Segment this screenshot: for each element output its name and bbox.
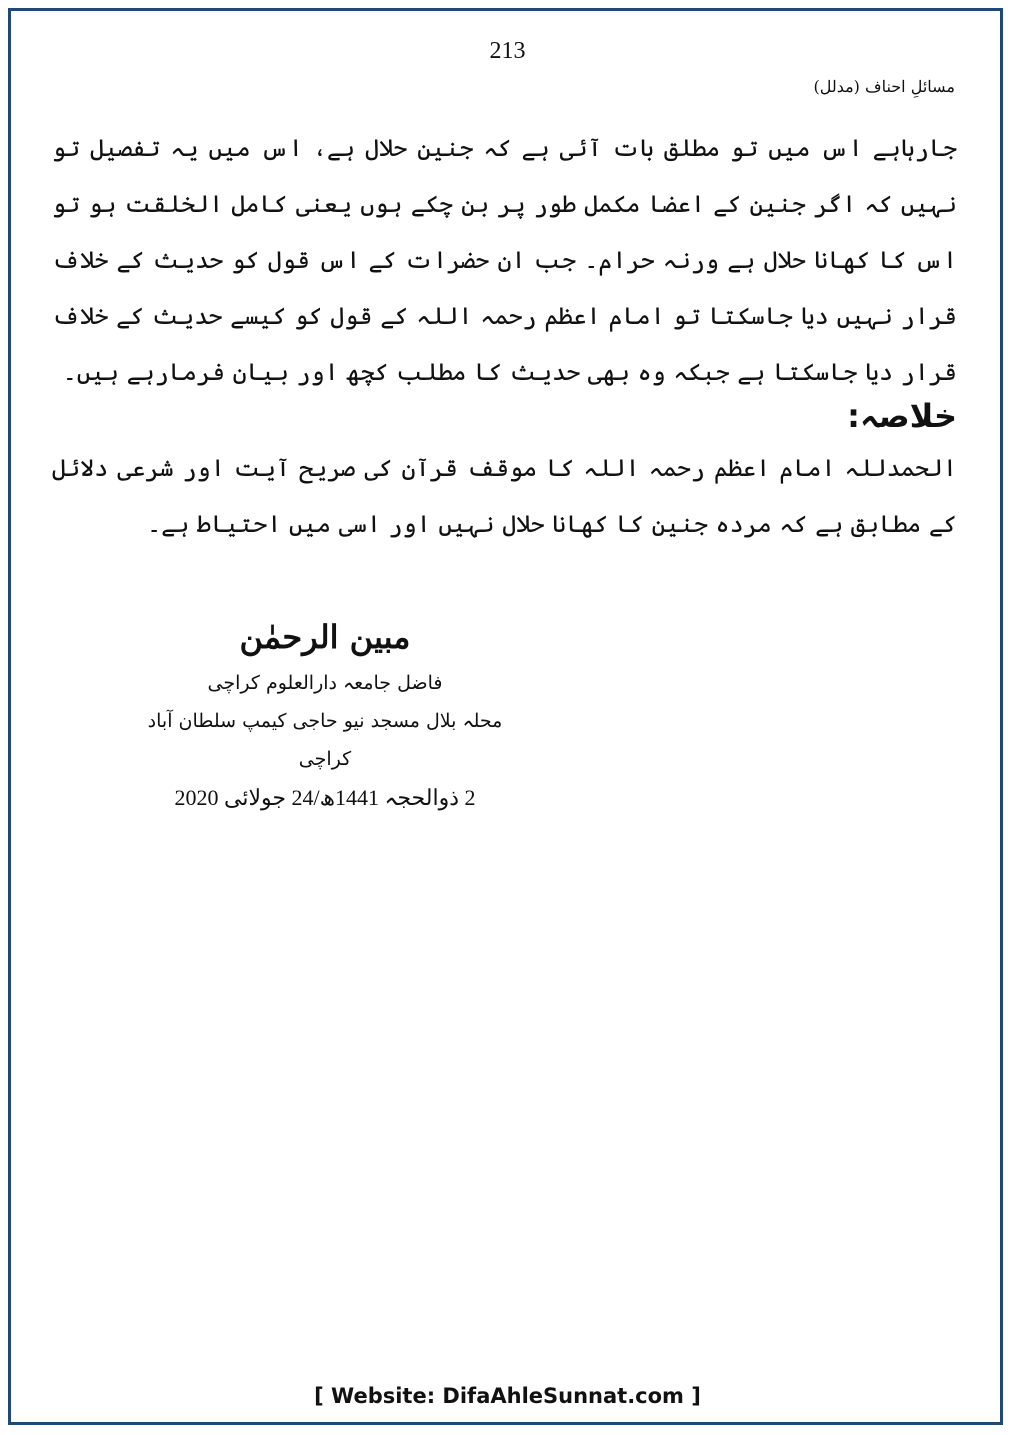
paragraph-1: جارہاہے اس میں تو مطلق بات آئی ہے کہ جنین حلال ہے، اس میں یہ تفصیل تو نہیں کہ اگر جنین کے اعضا مکمل طور پر بن چکے ہوں یعنی کامل الخلقت ہو تو اس کا کھانا حلال ہے ورنہ حرام۔ جب ان حضرات کے اس قول کو حدیث کے خلاف قرار نہیں دیا جاسکتا تو امام اعظم رحمہ اللہ کے قول کو کیسے حدیث کے خلاف قرار دیا جاسکتا ہے جبکہ وہ بھی حدیث کا مطلب کچھ اور بیان فرمارہے ہیں۔ (52, 134, 957, 386)
signature-block (120, 610, 530, 818)
website-footer: [ Website: DifaAhleSunnat.com ] (314, 1384, 701, 1408)
summary-heading: خلاصہ: (847, 397, 957, 435)
author-name: مبین الرحمٰن (239, 618, 411, 656)
page-number: 213 (489, 38, 526, 64)
author-address: محلہ بلال مسجد نیو حاجی کیمپ سلطان آباد کراچی (147, 710, 503, 770)
author-affiliation: فاضل جامعہ دارالعلوم کراچی (207, 672, 443, 694)
signature-date: 2 ذوالحجہ 1441ھ/24 جولائی 2020 (174, 785, 476, 810)
paragraph-2: الحمدللہ امام اعظم رحمہ اللہ کا موقف قرآن کی صریح آیت اور شرعی دلائل کے مطابق ہے کہ مردہ جنین کا کھانا حلال نہیں اور اسی میں احتیاط ہے۔ (52, 454, 957, 538)
book-title: مسائلِ احناف (مدلل) (813, 77, 955, 96)
